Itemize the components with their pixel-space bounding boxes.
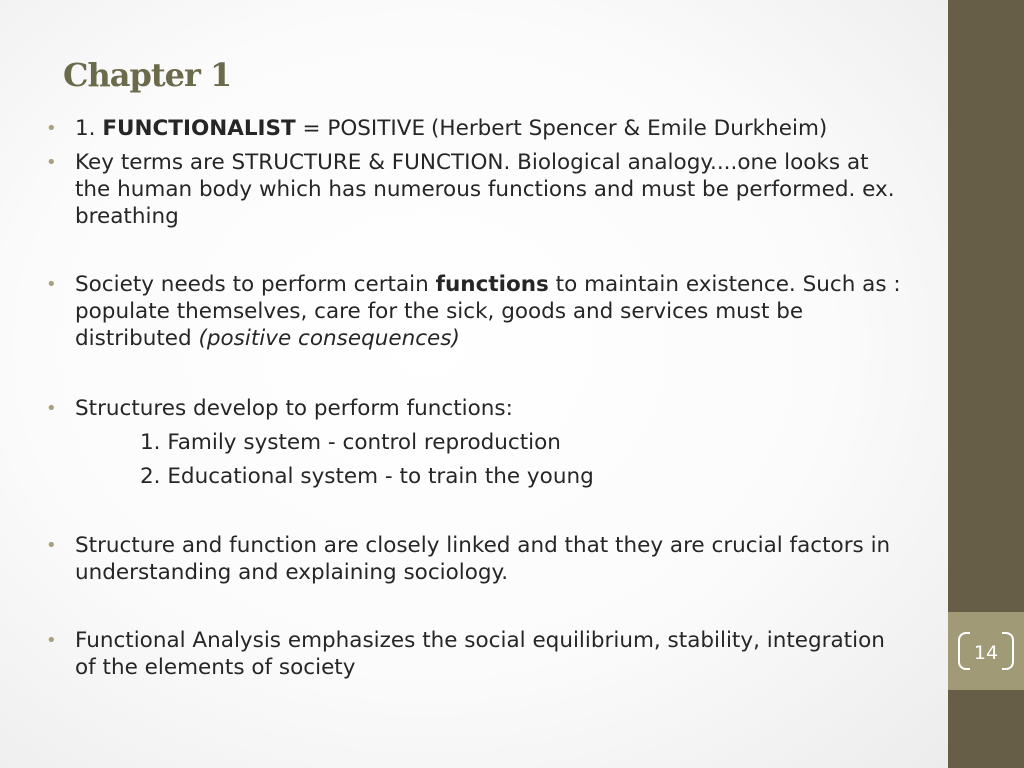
bullet-suffix: = POSITIVE: [295, 116, 426, 141]
subitem-educational-system: 2. Educational system - to train the young: [140, 464, 594, 489]
bullet-prefix: 1.: [75, 116, 103, 141]
slide-title: Chapter 1: [63, 56, 232, 94]
bullet-functionalist: [75, 115, 905, 142]
subitem-family-system: 1. Family system - control reproduction: [140, 430, 561, 455]
bullet-functional-analysis: • Functional Analysis emphasizes the social equilibrium, stability, integration of the elements of society: [75, 627, 905, 681]
page-number-box: [948, 612, 1024, 690]
bullet-italic: (positive consequences): [198, 326, 460, 351]
bullet-paren: (Herbert Spencer & Emile Durkheim): [431, 116, 828, 141]
bullet-bold-functions: functions: [435, 272, 549, 297]
bullet-society-needs: [75, 271, 905, 352]
bullet-text-post: to maintain existence. Such as : populate themselves, care for the sick, goods and services must be distributed: [75, 272, 901, 351]
bullet-bold-term: FUNCTIONALIST: [102, 116, 296, 141]
bullet-structures: • Structures develop to perform functions:: [75, 395, 905, 422]
bullet-text-pre: Society needs to perform certain: [75, 272, 436, 297]
bullet-structure-function: • Structure and function are closely linked and that they are crucial factors in understanding and explaining sociology.: [75, 532, 905, 586]
right-bracket-decoration: [1002, 632, 1014, 670]
bullet-key-terms: • Key terms are STRUCTURE & FUNCTION. Biological analogy....one looks at the human body which has numerous functions and must be performed. ex. breathing: [75, 149, 905, 230]
page-number: 14: [973, 642, 999, 664]
